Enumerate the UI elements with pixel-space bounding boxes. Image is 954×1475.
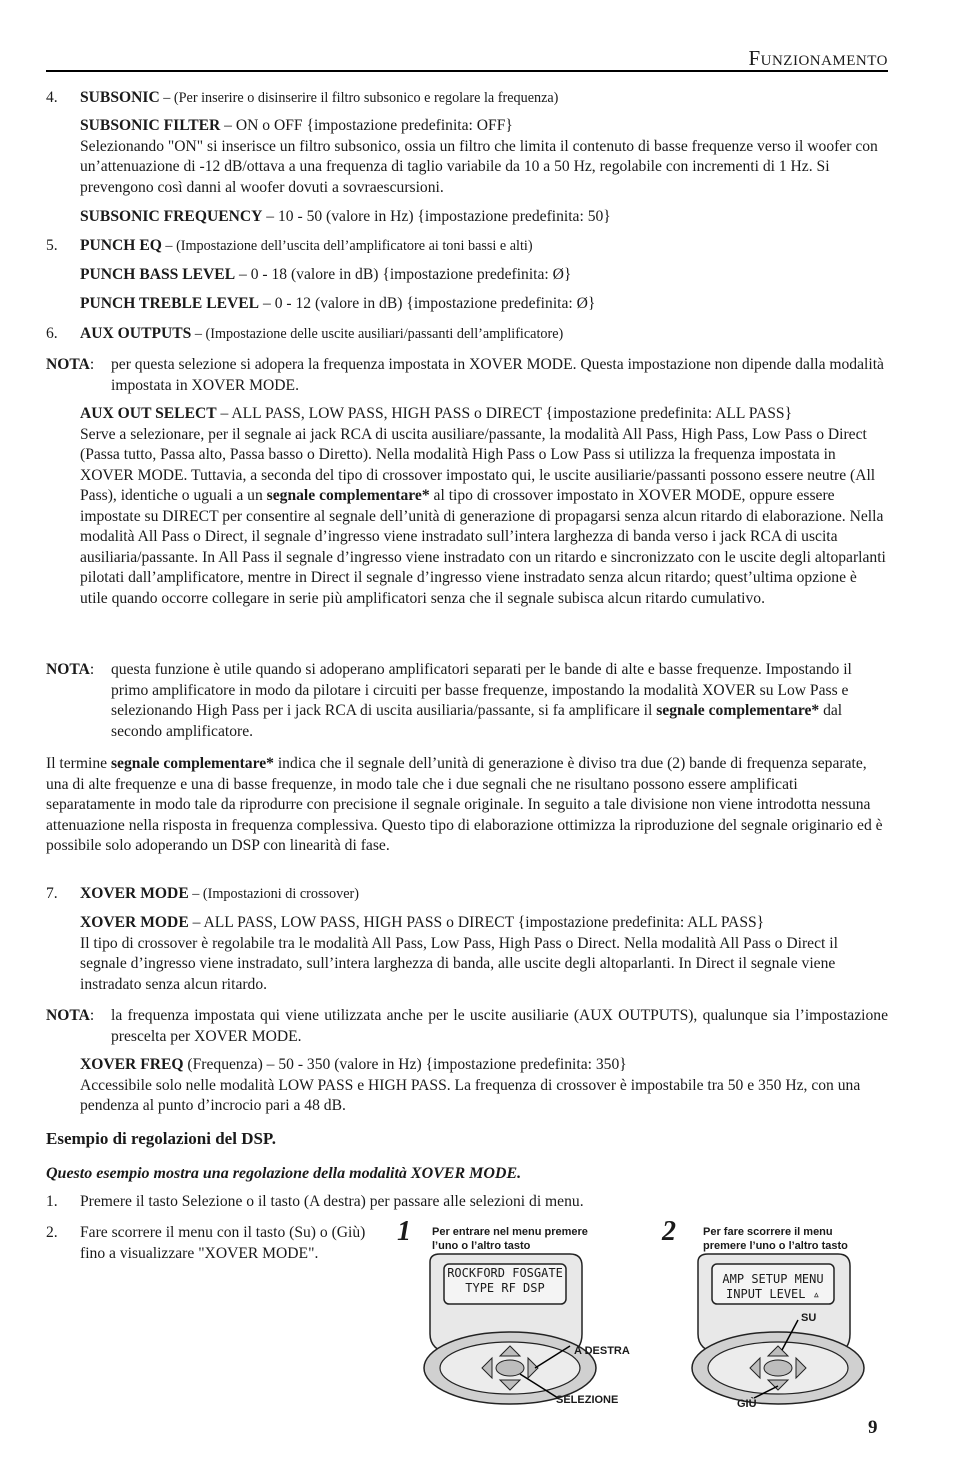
- subsonic-frequency: [80, 207, 888, 228]
- xover-freq-title: XOVER FREQ: [80, 1056, 184, 1073]
- nota-1-text: per questa selezione si adopera la frequenza impostata in XOVER MODE. Questa impostazione non dipende dalla modalità impostata in XOVER MODE.: [111, 356, 884, 394]
- figure-2-lcd-text: AMP SETUP MENU INPUT LEVEL ▵: [722, 1272, 824, 1301]
- subsonic-filter-title: SUBSONIC FILTER: [80, 117, 221, 134]
- aux-out-select-block: [80, 404, 888, 609]
- item-7-heading: [80, 884, 888, 905]
- aux-out-select-default: – ALL PASS, LOW PASS, HIGH PASS o DIRECT {impostazione predefinita: ALL PASS}: [216, 405, 793, 422]
- item-7-title: XOVER MODE: [80, 885, 189, 902]
- subsonic-filter-text: Selezionando "ON" si inserisce un filtro subsonico, ossia un filtro che limita il contenuto di basse frequenze verso il woofer con un’attenuazione di -12 dB/ottava a una frequenza di taglio variabile da 10 a 50 Hz, regolabile con incrementi di 1 Hz. Si prevengono così danni al woofer dovuti a sovraescursioni.: [80, 137, 878, 196]
- complementary-signal-term: segnale complementare*: [656, 702, 820, 719]
- item-5-number: 5.: [46, 237, 58, 254]
- item-7-number: 7.: [46, 885, 58, 902]
- select-button[interactable]: [496, 1360, 524, 1376]
- aux-out-select-title: AUX OUT SELECT: [80, 405, 217, 422]
- subsonic-filter-block: [80, 116, 888, 198]
- figure-2-label-down: GIÙ: [737, 1398, 757, 1410]
- complementary-signal-paragraph: Il termine segnale complementare* indica che il segnale dell’unità di generazione è diviso tra due (2) bande di frequenza separate, una di alte frequenze e una di basse frequenze, in modo tale che i due segnali che ne risultano possono essere amplificati separatamente in modo tale da riprodurre con precisione il segnale originale. In seguito a tale divisione non viene introdotta nessuna attenuazione nella risposta in frequenza complessiva. Questo tipo di elaborazione ottimizza la riproduzione del segnale originario ed è possibile solo adoperando un DSP con linearità di fase.: [46, 755, 883, 854]
- item-4-title: SUBSONIC: [80, 89, 160, 106]
- item-7-desc: – (Impostazioni di crossover): [188, 886, 359, 902]
- page-header: [46, 48, 888, 72]
- punch-treble-level: [80, 294, 888, 315]
- example-subheading: Questo esempio mostra una regolazione della modalità XOVER MODE.: [46, 1165, 522, 1182]
- complementary-signal-term: segnale complementare*: [110, 755, 274, 772]
- item-4-desc: – (Per inserire o disinserire il filtro subsonico e regolare la frequenza): [159, 90, 559, 106]
- item-6-number: 6.: [46, 325, 58, 342]
- complementary-signal-term: segnale complementare*: [266, 487, 430, 504]
- punch-bass-title: PUNCH BASS LEVEL: [80, 266, 236, 283]
- step-1-text: Premere il tasto Selezione o il tasto (A destra) per passare alle selezioni di menu.: [80, 1193, 584, 1210]
- item-6-heading: [80, 324, 888, 345]
- figure-1-number: 1: [397, 1216, 411, 1247]
- figure-1-caption: Per entrare nel menu premere l’uno o l’altro tasto: [432, 1226, 588, 1252]
- item-6-title: AUX OUTPUTS: [80, 325, 192, 342]
- item-5-title: PUNCH EQ: [80, 237, 162, 254]
- item-6-desc: – (Impostazione delle uscite ausiliari/passanti dell’amplificatore): [191, 326, 564, 342]
- step-2-text: Fare scorrere il menu con il tasto (Su) o (Giù) fino a visualizzare "XOVER MODE".: [80, 1224, 366, 1262]
- nota-3-label: NOTA:: [46, 1007, 95, 1024]
- xover-freq-default: (Frequenza) – 50 - 350 (valore in Hz) {impostazione predefinita: 350}: [183, 1056, 627, 1073]
- item-4-number: 4.: [46, 89, 58, 106]
- xover-mode-title: XOVER MODE: [80, 914, 189, 931]
- punch-treble-default: – 0 - 12 (valore in dB) {impostazione predefinita: Ø}: [259, 295, 596, 312]
- section-title: Funzionamento: [748, 46, 888, 70]
- xover-freq-block: [80, 1055, 888, 1117]
- item-5-heading: [80, 236, 888, 257]
- punch-bass-level: [80, 265, 888, 286]
- punch-bass-default: – 0 - 18 (valore in dB) {impostazione predefinita: Ø}: [235, 266, 572, 283]
- example-heading: Esempio di regolazioni del DSP.: [46, 1129, 276, 1148]
- figure-1-label-select: SELEZIONE: [556, 1394, 619, 1406]
- item-5-desc: – (Impostazione dell’uscita dell’amplificatore ai toni bassi e alti): [161, 238, 533, 254]
- xover-mode-default: – ALL PASS, LOW PASS, HIGH PASS o DIRECT {impostazione predefinita: ALL PASS}: [188, 914, 765, 931]
- figure-1-lcd-text: ROCKFORD FOSGATE TYPE RF DSP: [447, 1266, 563, 1295]
- figure-2-number: 2: [662, 1216, 676, 1247]
- xover-mode-block: [80, 913, 888, 995]
- step-1-number: 1.: [46, 1193, 58, 1210]
- subsonic-filter-default: – ON o OFF {impostazione predefinita: OFF}: [220, 117, 513, 134]
- xover-mode-text: Il tipo di crossover è regolabile tra le modalità All Pass, Low Pass, High Pass o Direct. Nella modalità All Pass o Direct il segnale d’ingresso viene instradato, sull’intera larghezza di banda, alle uscite degli altoparlanti. In Direct il segnale viene instradato senza alcun ritardo.: [80, 934, 838, 993]
- item-4-heading: [80, 88, 888, 109]
- punch-treble-title: PUNCH TREBLE LEVEL: [80, 295, 260, 312]
- nota-1-label: NOTA:: [46, 356, 95, 373]
- step-2-number: 2.: [46, 1224, 58, 1241]
- subsonic-frequency-title: SUBSONIC FREQUENCY: [80, 208, 263, 225]
- figure-2-label-up: SU: [801, 1312, 817, 1324]
- nota-3-text: la frequenza impostata qui viene utilizzata anche per le uscite ausiliarie (AUX OUTPUTS), qualunque sia l’impostazione prescelta per XOVER MODE.: [111, 1007, 888, 1045]
- select-button[interactable]: [764, 1360, 792, 1376]
- figure-2-caption: Per fare scorrere il menu premere l’uno o l’altro tasto: [703, 1226, 848, 1252]
- xover-freq-text: Accessibile solo nelle modalità LOW PASS e HIGH PASS. La frequenza di crossover è impostabile tra 50 e 350 Hz, con una pendenza al punto d’incrocio pari a 48 dB.: [80, 1076, 861, 1114]
- nota-2-text: questa funzione è utile quando si adoperano amplificatori separati per le bande di alte e basse frequenze. Impostando il primo amplificatore in modo da pilotare i circuiti per basse frequenze, impostando la modalità XOVER su Low Pass e selezionando High Pass per i jack RCA di uscita ausiliaria/passante, si fa amplificare il segnale complementare* dal secondo amplificatore.: [111, 661, 852, 740]
- figure-1-label-right: A DESTRA: [574, 1345, 630, 1357]
- subsonic-frequency-default: – 10 - 50 (valore in Hz) {impostazione predefinita: 50}: [262, 208, 611, 225]
- aux-out-select-text: Serve a selezionare, per il segnale ai jack RCA di uscita ausiliare/passante, la modalità All Pass, High Pass, Low Pass o Direct (Passa tutto, Passa alto, Passa basso o Diretto). Nella modalità High Pass o Low Pass si utilizza la frequenza impostata in XOVER MODE. Tuttavia, a seconda del tipo di crossover impostato qui, le uscite ausiliarie/passanti possono essere neutre (All Pass), identiche o uguali a un segnale complementare* al tipo di crossover impostato in XOVER MODE, oppure essere impostate su DIRECT per consentire al segnale dell’unità di generazione di propagarsi senza alcun ritardo di elaborazione. Nella modalità All Pass o Direct, il segnale d’ingresso viene instradato sull’intera larghezza di banda verso i jack RCA di uscita ausiliaria/passante. In All Pass il segnale d’ingresso viene instradato con un ritardo e sincronizzato con le uscite degli altoparlanti pilotati dall’amplificatore, mentre in Direct il segnale d’ingresso viene instradato senza alcun ritardo; quest’ultima opzione è utile quando occorre collegare in serie più amplificatori senza che il segnale subisca alcun ritardo cumulativo.: [80, 425, 886, 607]
- page-number: 9: [868, 1417, 878, 1438]
- nota-2-label: NOTA:: [46, 661, 95, 678]
